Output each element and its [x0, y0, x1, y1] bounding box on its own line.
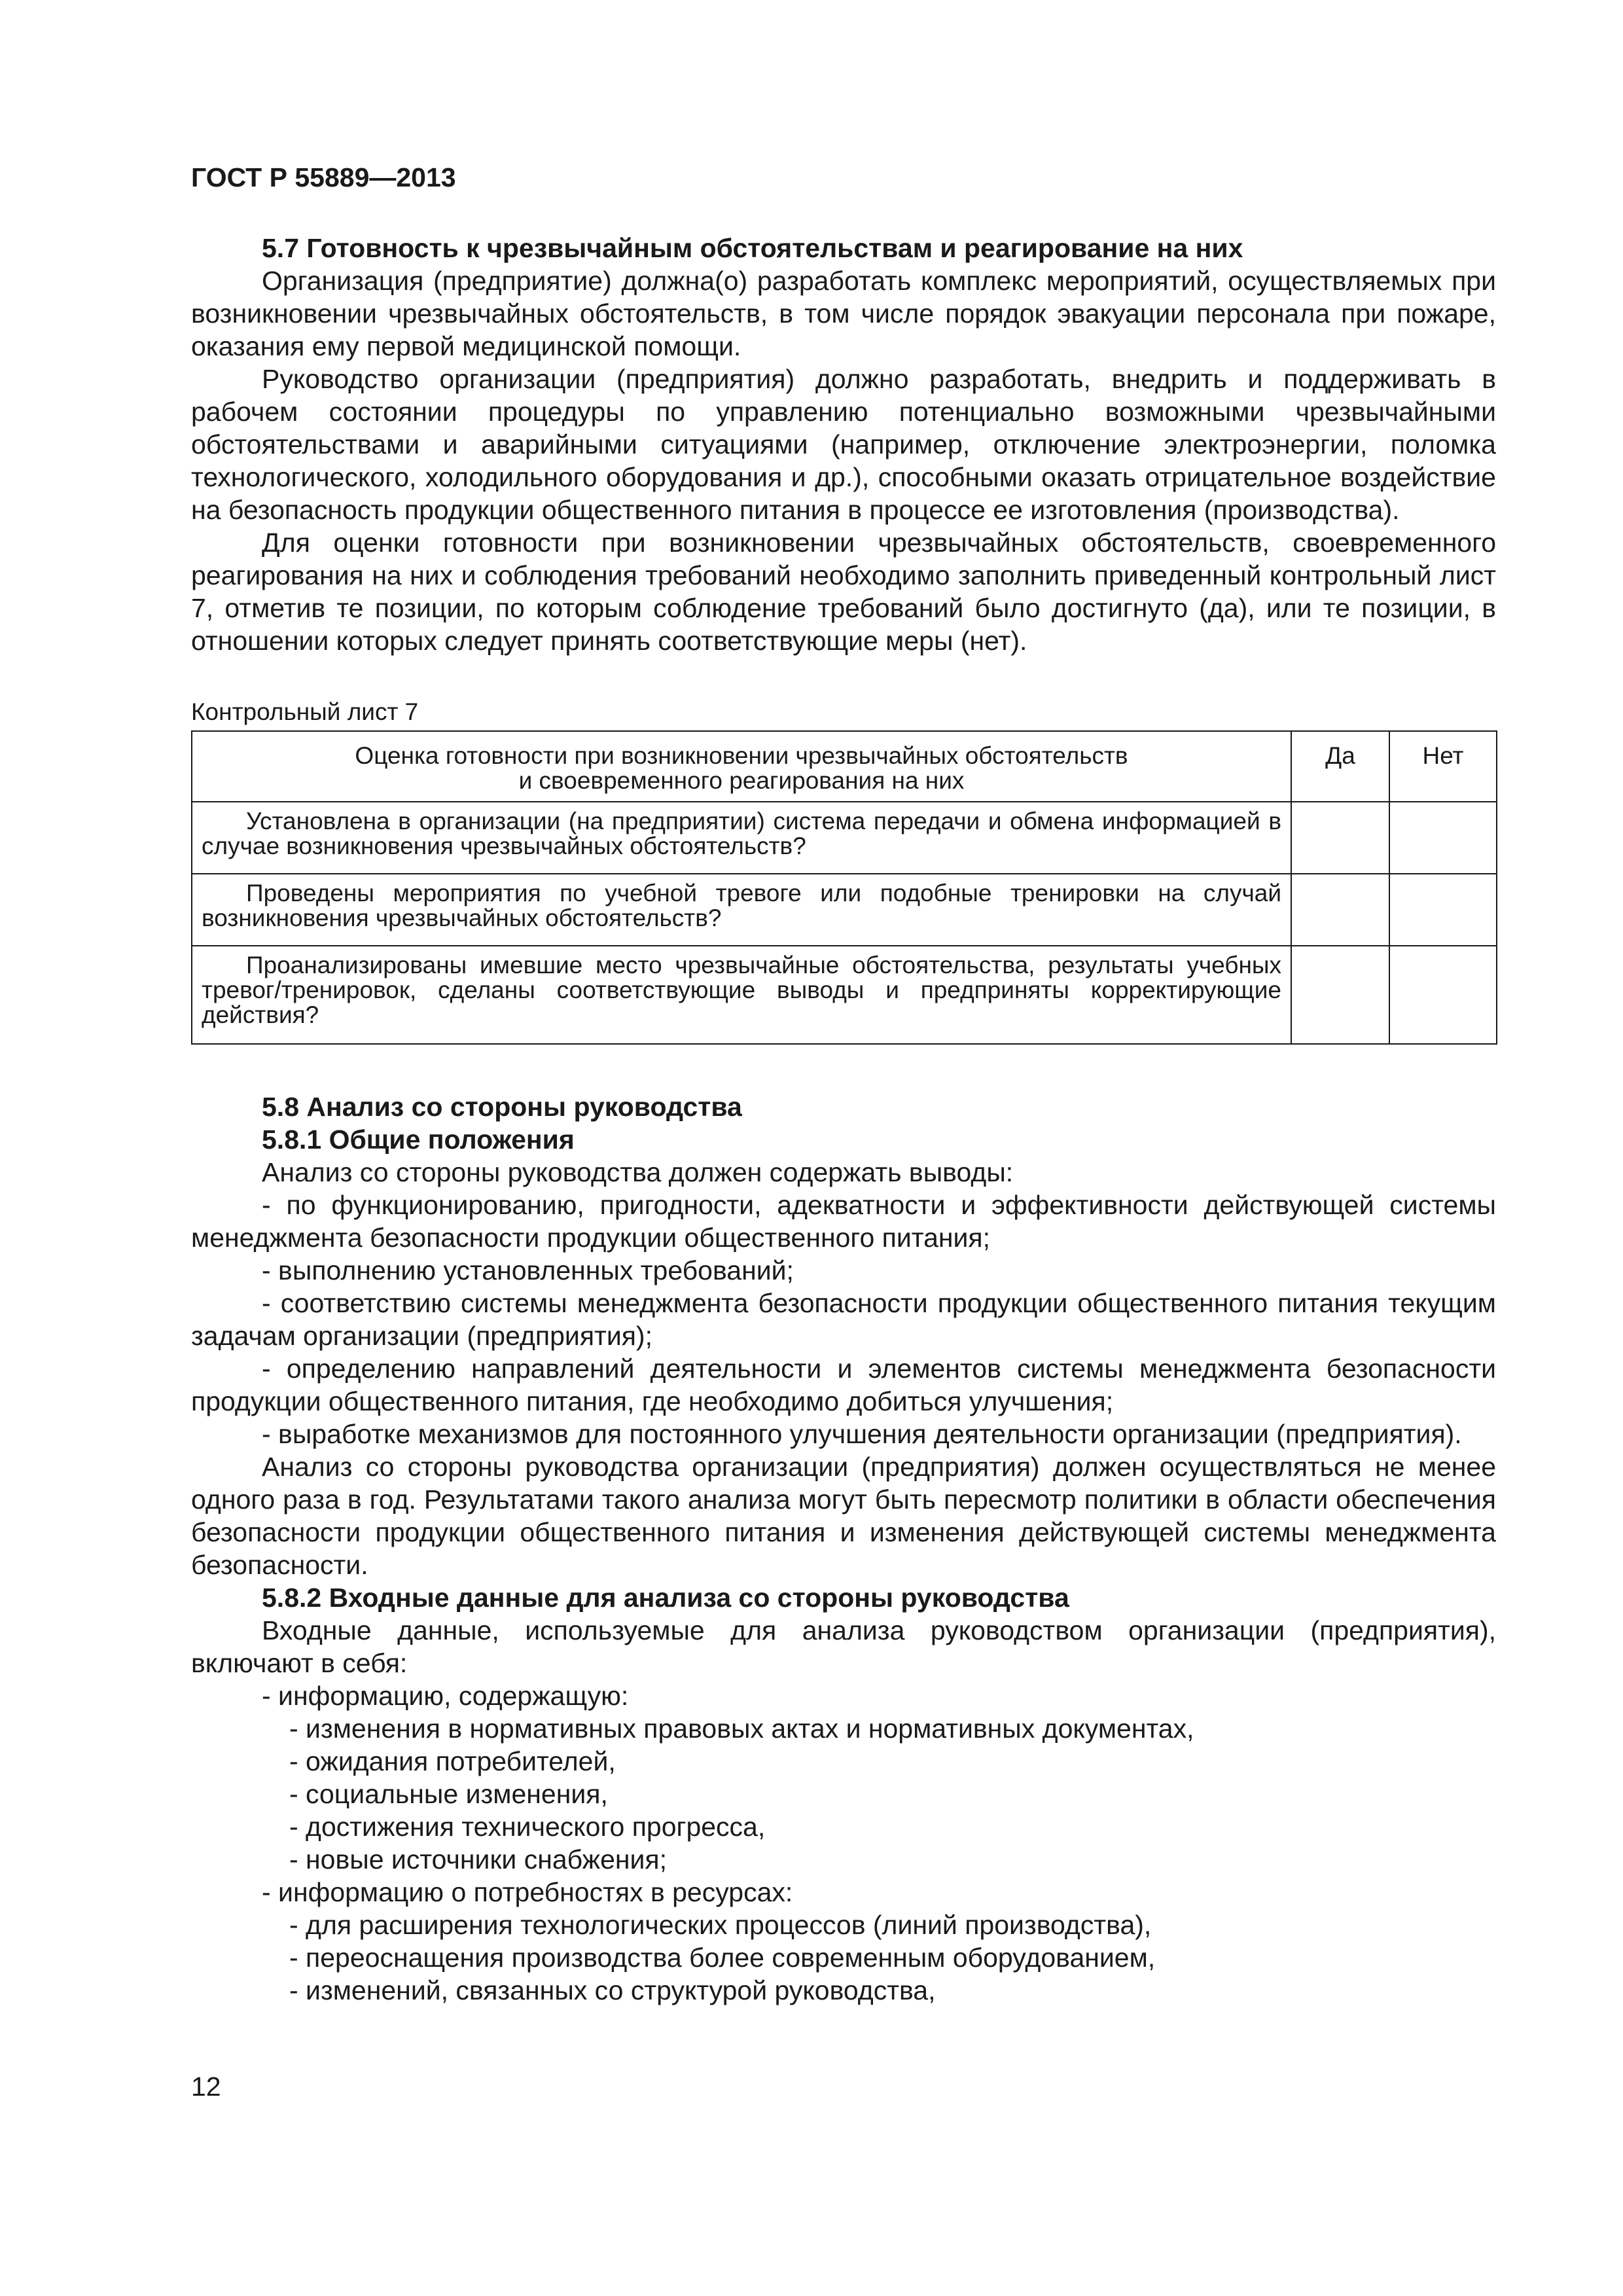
- page-number: 12: [191, 2072, 221, 2102]
- section-5-8-heading: 5.8 Анализ со стороны руководства: [262, 1092, 742, 1122]
- list-item: - соответствию системы менеджмента безопасности продукции общественного питания текущим задачам организации (предприятия);: [191, 1288, 1496, 1351]
- no-cell[interactable]: [1389, 946, 1497, 1044]
- list-item: - ожидания потребителей,: [289, 1746, 616, 1776]
- list-item: - для расширения технологических процессов (линий производства),: [289, 1910, 1152, 1940]
- yes-cell[interactable]: [1291, 802, 1389, 874]
- paragraph: Организация (предприятие) должна(о) разработать комплекс мероприятий, осуществляемых при возникновении чрезвычайных обстоятельств, в том числе порядок эвакуации персонала при пожаре, оказания ему первой медицинской помощи.: [191, 266, 1496, 361]
- checklist-table: [191, 730, 1497, 1045]
- list-item: - выполнению установленных требований;: [262, 1255, 794, 1285]
- list-item: - переоснащения производства более современным оборудованием,: [289, 1943, 1156, 1973]
- list-item: - информацию, содержащую:: [262, 1681, 629, 1711]
- question-cell: Установлена в организации (на предприятии) система передачи и обмена информацией в случае возникновения чрезвычайных обстоятельств?: [192, 802, 1291, 874]
- table-header-row: [192, 731, 1497, 802]
- no-cell[interactable]: [1389, 802, 1497, 874]
- no-column-header: Нет: [1389, 731, 1497, 802]
- no-cell[interactable]: [1389, 874, 1497, 946]
- section-5-8-1-heading: 5.8.1 Общие положения: [262, 1124, 575, 1155]
- list-item: - социальные изменения,: [289, 1779, 608, 1809]
- question-cell: Проанализированы имевшие место чрезвычайные обстоятельства, результаты учебных тревог/тренировок, сделаны соответствующие выводы и предприняты корректирующие действия?: [192, 946, 1291, 1044]
- table-row: [192, 802, 1497, 874]
- list-item: - новые источники снабжения;: [289, 1844, 668, 1874]
- paragraph: Для оценки готовности при возникновении чрезвычайных обстоятельств, своевременного реагирования на них и соблюдения требований необходимо заполнить приведенный контрольный лист 7, отметив те позиции, по которым соблюдение требований было достигнуто (да), или те позиции, в отношении которых следует принять соответствующие меры (нет).: [191, 528, 1496, 656]
- paragraph: Входные данные, используемые для анализа руководством организации (предприятия), включают в себя:: [191, 1615, 1496, 1678]
- list-item: - изменения в нормативных правовых актах и нормативных документах,: [289, 1713, 1194, 1744]
- section-5-8: [191, 1090, 1496, 2007]
- section-5-8-2-heading: 5.8.2 Входные данные для анализа со стороны руководства: [262, 1583, 1069, 1613]
- table-row: [192, 874, 1497, 946]
- question-cell: Проведены мероприятия по учебной тревоге или подобные тренировки на случай возникновения чрезвычайных обстоятельств?: [192, 874, 1291, 946]
- header-line: и своевременного реагирования на них: [518, 767, 965, 794]
- paragraph: Руководство организации (предприятия) должно разработать, внедрить и поддерживать в рабочем состоянии процедуры по управлению потенциально возможными чрезвычайными обстоятельствами и аварийными ситуациями (например, отключение электроэнергии, поломка технологического, холодильного оборудования и др.), способными оказать отрицательное воздействие на безопасность продукции общественного питания в процессе ее изготовления (производства).: [191, 364, 1496, 525]
- document-code-header: ГОСТ Р 55889—2013: [191, 162, 456, 192]
- list-item: - выработке механизмов для постоянного улучшения деятельности организации (предприятия).: [262, 1419, 1462, 1449]
- yes-column-header: Да: [1291, 731, 1389, 802]
- list-item: - изменений, связанных со структурой руководства,: [289, 1975, 936, 2005]
- list-item: - определению направлений деятельности и элементов системы менеджмента безопасности продукции общественного питания, где необходимо добиться улучшения;: [191, 1354, 1496, 1416]
- question-column-header: [192, 731, 1291, 802]
- list-item: - информацию о потребностях в ресурсах:: [262, 1877, 793, 1907]
- section-5-7-heading: 5.7 Готовность к чрезвычайным обстоятельствам и реагирование на них: [262, 233, 1243, 263]
- page-content: [191, 232, 1496, 2007]
- yes-cell[interactable]: [1291, 946, 1389, 1044]
- list-item: - достижения технического прогресса,: [289, 1812, 766, 1842]
- table-row: [192, 946, 1497, 1044]
- list-item: - по функционированию, пригодности, адекватности и эффективности действующей системы менеджмента безопасности продукции общественного питания;: [191, 1190, 1496, 1253]
- yes-cell[interactable]: [1291, 874, 1389, 946]
- checklist-caption: Контрольный лист 7: [191, 698, 419, 725]
- header-line: Оценка готовности при возникновении чрезвычайных обстоятельств: [355, 742, 1128, 769]
- paragraph: Анализ со стороны руководства организации (предприятия) должен осуществляться не менее одного раза в год. Результатами такого анализа могут быть пересмотр политики в области обеспечения безопасности продукции общественного питания и изменения действующей системы менеджмента безопасности.: [191, 1452, 1496, 1580]
- paragraph: Анализ со стороны руководства должен содержать выводы:: [262, 1157, 1014, 1187]
